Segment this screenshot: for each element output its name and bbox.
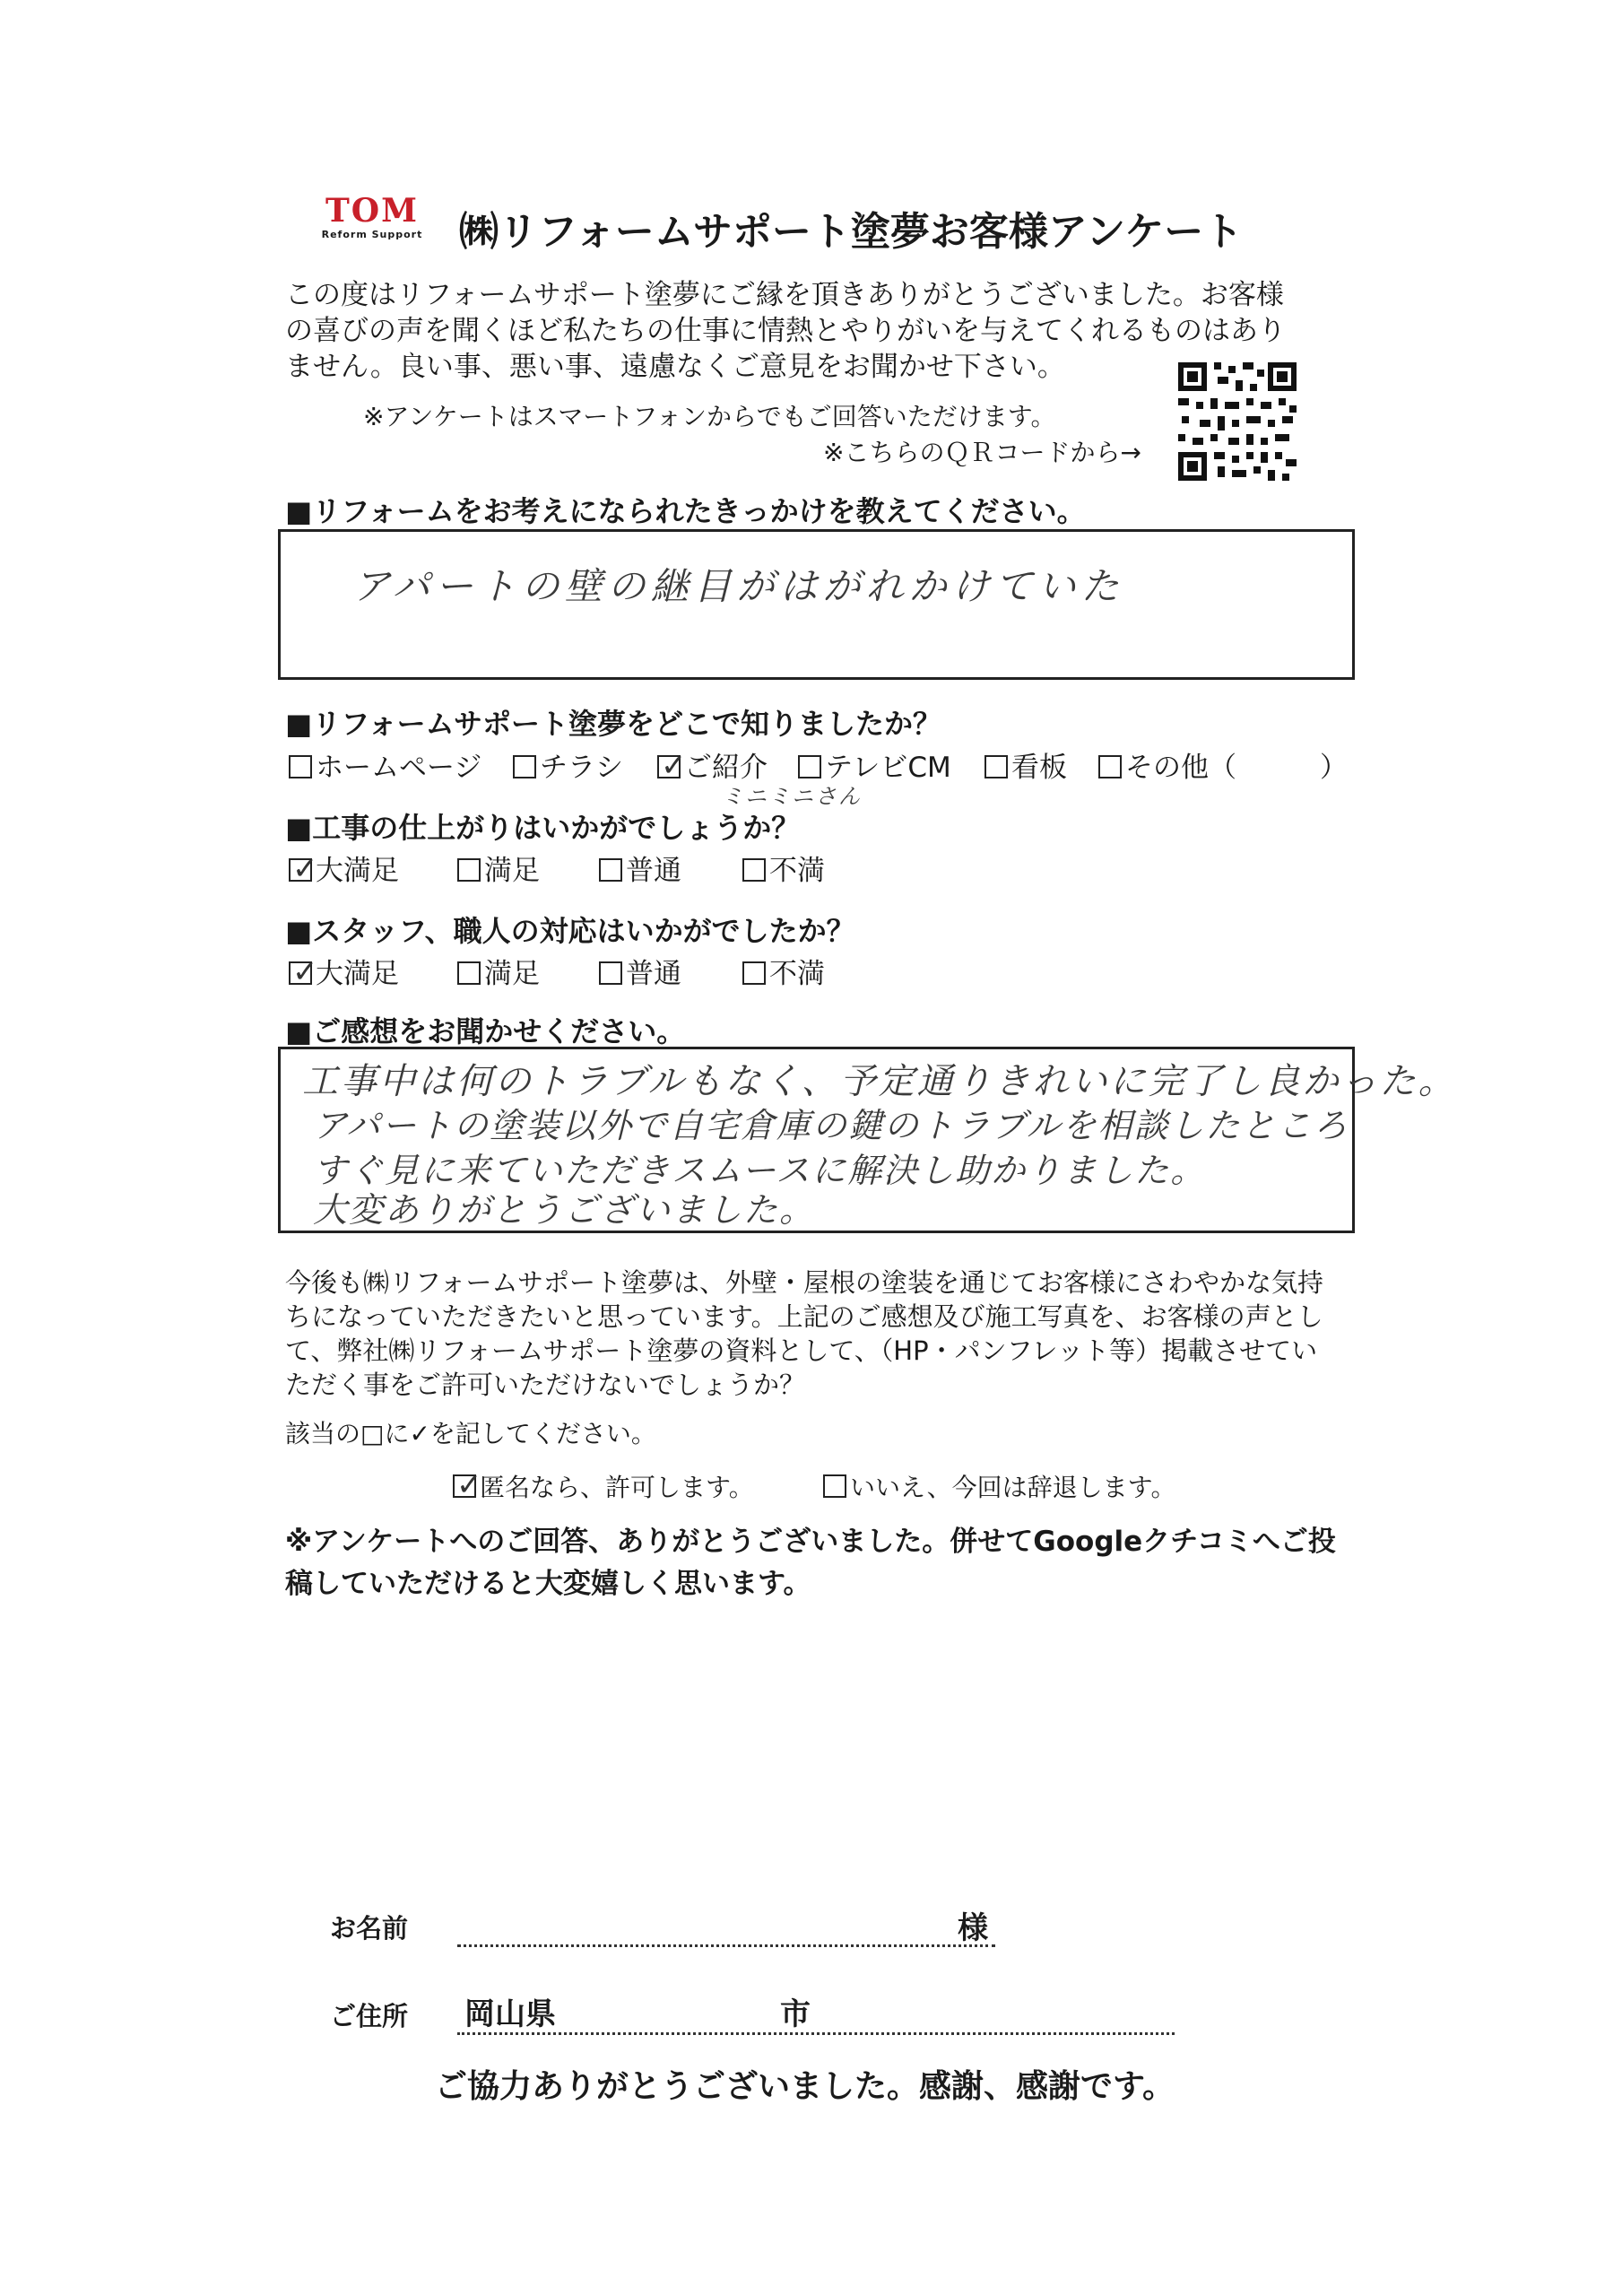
address-label: ご住所 [330, 2001, 409, 2031]
q5-answer-box[interactable] [278, 1047, 1457, 1233]
q4-option-very-satisfied[interactable]: ✓ 大満足 [289, 951, 399, 991]
q3-option-dissatisfied[interactable]: 不満 [742, 848, 825, 888]
checkbox[interactable] [798, 755, 821, 778]
intro-line-2: の喜びの声を聞くほど私たちの仕事に情熱とやりがいを与えてくれるものはあり [285, 315, 1286, 347]
q4-option-dissatisfied[interactable]: 不満 [742, 951, 825, 991]
q5-label: ■ご感想をお聞かせください。 [285, 1014, 686, 1048]
q1-answer: アパートの壁の継目がはがれかけていた [352, 564, 1124, 608]
checkbox-checked[interactable] [657, 747, 687, 784]
checkbox-checked[interactable] [289, 953, 318, 990]
name-label: お名前 [330, 1913, 409, 1944]
checkbox[interactable] [599, 858, 622, 882]
q2-option-other[interactable]: その他（ ） [1098, 744, 1348, 785]
checkbox[interactable] [599, 961, 622, 985]
address-field[interactable] [457, 2023, 1175, 2035]
address-city: 市 [780, 1996, 811, 2032]
smartphone-note: ※アンケートはスマートフォンからでもご回答いただけます。 [363, 402, 1056, 431]
checkbox[interactable] [513, 755, 536, 778]
permission-line-2: ちになっていただきたいと思っています。上記のご感想及び施工写真を、お客様の声とし [285, 1301, 1323, 1332]
q1-answer-box[interactable] [278, 529, 1355, 680]
q2-option-sign[interactable]: 看板 [984, 744, 1067, 785]
checkmark-icon: ✓ [292, 953, 318, 990]
consent-no[interactable]: いいえ、今回は辞退します。 [823, 1468, 1175, 1504]
name-field[interactable] [457, 1935, 995, 1947]
q1-label: ■リフォームをお考えになられたきっかけを教えてください。 [285, 494, 1086, 528]
logo-mark: TOM [325, 192, 419, 230]
q3-label: ■工事の仕上がりはいかがでしょうか？ [285, 811, 801, 845]
checkmark-icon: ✓ [661, 747, 687, 784]
address-prefecture: 岡山県 [464, 1996, 556, 2032]
q2-label: ■リフォームサポート塗夢をどこで知りましたか？ [285, 707, 941, 741]
logo-sub: Reform Support [321, 229, 423, 240]
checkbox[interactable] [457, 858, 481, 882]
q3-option-normal[interactable]: 普通 [599, 848, 681, 888]
q3-option-very-satisfied[interactable]: ✓ 大満足 [289, 848, 399, 888]
logo [314, 193, 430, 247]
intro-line-3: ません。良い事、悪い事、遠慮なくご意見をお聞かせ下さい。 [285, 351, 1065, 383]
q2-referral-note: ミニミニさん [722, 784, 862, 809]
q3-option-satisfied[interactable]: 満足 [457, 848, 540, 888]
qr-note: ※こちらのＱＲコードから→ [823, 438, 1141, 467]
permission-line-3: て、弊社㈱リフォームサポート塗夢の資料として、（HP・パンフレット等）掲載させてい [285, 1335, 1318, 1366]
checkbox[interactable] [823, 1474, 846, 1498]
thanks-google-line-1: ※アンケートへのご回答、ありがとうございました。併せてGoogleクチコミへご投 [285, 1526, 1336, 1558]
qr-code-icon[interactable] [1175, 359, 1300, 484]
consent-yes[interactable]: ✓ 匿名なら、許可します。 [453, 1468, 754, 1504]
checkbox[interactable] [984, 755, 1008, 778]
thanks-google-line-2: 稿していただけると大変嬉しく思います。 [285, 1568, 811, 1600]
checkmark-icon: ✓ [292, 850, 318, 887]
name-suffix: 様 [958, 1910, 988, 1946]
checkbox-checked[interactable] [453, 1467, 482, 1503]
page-title: ㈱リフォームサポート塗夢お客様アンケート [459, 209, 1244, 255]
permission-line-4: ただく事をご許可いただけないでしょうか？ [285, 1370, 806, 1400]
q4-label: ■スタッフ、職人の対応はいかがでしたか？ [285, 914, 855, 948]
q2-option-referral[interactable]: ✓ ご紹介 [657, 744, 768, 785]
q4-option-normal[interactable]: 普通 [599, 951, 681, 991]
closing-message: ご協力ありがとうございました。感謝、感謝です。 [435, 2068, 1175, 2105]
checkbox[interactable] [742, 858, 766, 882]
q5-answer-line-1: 工事中は何のトラブルもなく、予定通りきれいに完了し良かった。 [302, 1061, 1457, 1102]
permission-line-1: 今後も㈱リフォームサポート塗夢は、外壁・屋根の塗装を通じてお客様にさわやかな気持 [285, 1267, 1323, 1298]
q5-answer-line-4: 大変ありがとうございました。 [313, 1190, 816, 1230]
checkbox-checked[interactable] [289, 850, 318, 887]
q2-option-tv[interactable]: テレビCM [798, 744, 951, 785]
checkbox[interactable] [1098, 755, 1122, 778]
checkbox[interactable] [289, 755, 312, 778]
check-instruction: 該当の□に✓を記してください。 [285, 1419, 656, 1448]
checkbox[interactable] [742, 961, 766, 985]
q2-option-homepage[interactable]: ホームページ [289, 744, 481, 785]
checkmark-icon: ✓ [456, 1467, 482, 1503]
q5-answer-line-2: アパートの塗装以外で自宅倉庫の鍵のトラブルを相談したところ [313, 1106, 1349, 1145]
q5-answer-line-3: すぐ見に来ていただきスムースに解決し助かりました。 [313, 1151, 1207, 1190]
q2-option-flyer[interactable]: チラシ [513, 744, 623, 785]
intro-line-1: この度はリフォームサポート塗夢にご縁を頂きありがとうございました。お客様 [285, 279, 1284, 311]
q4-option-satisfied[interactable]: 満足 [457, 951, 540, 991]
checkbox[interactable] [457, 961, 481, 985]
